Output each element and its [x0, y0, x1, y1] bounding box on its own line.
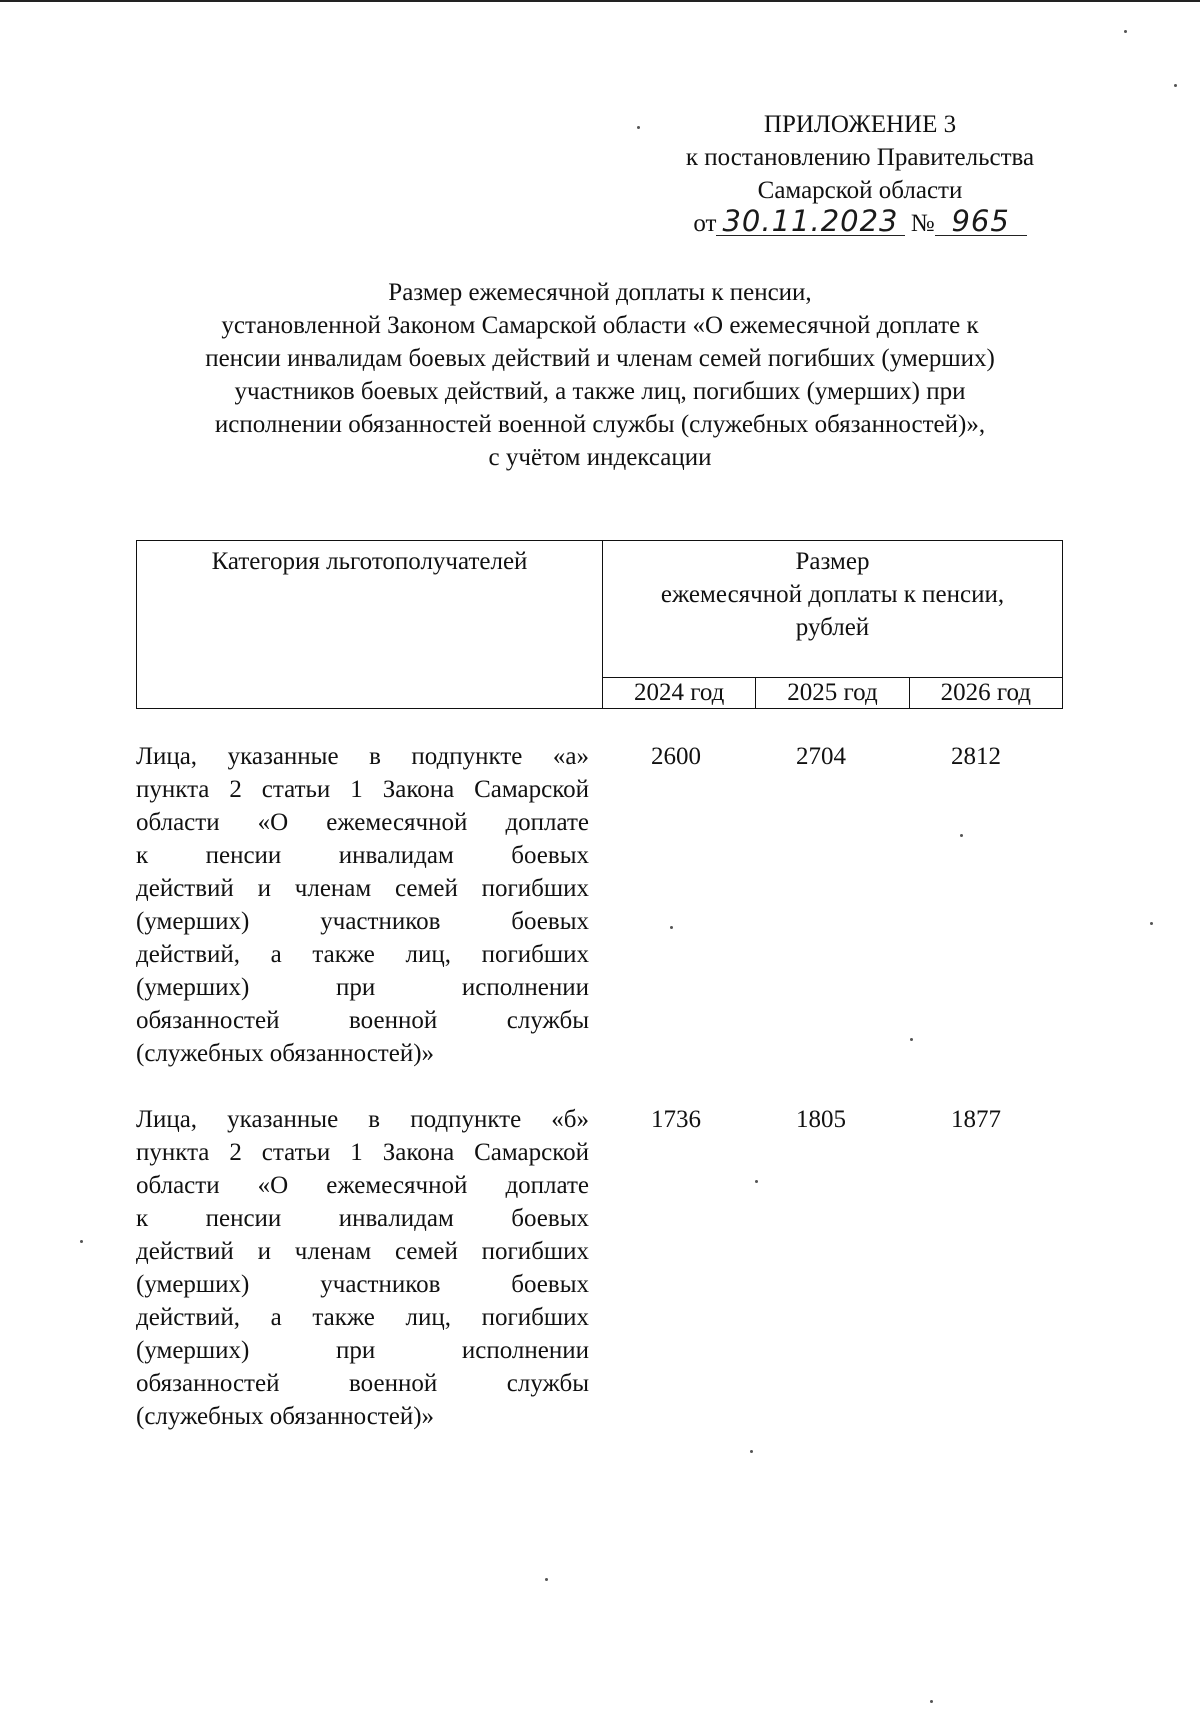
value-2025: 1805 [796, 1106, 846, 1133]
category-text [136, 1103, 589, 1433]
category-line: (умерших) участников боевых [136, 1271, 589, 1298]
category-line: пункта 2 статьи 1 Закона Самарской [136, 1139, 589, 1166]
category-line: действий и членам семей погибших [136, 875, 589, 902]
title-line: установленной Законом Самарской области «О ежемесячной доплате к [221, 312, 979, 339]
scan-speck [545, 1578, 548, 1581]
date-prefix: от [693, 210, 717, 237]
size-header [603, 541, 1063, 678]
year-2026-header: 2026 год [909, 678, 1062, 709]
scan-speck [1150, 922, 1153, 925]
annex-line-1: к постановлению Правительства [685, 144, 1035, 171]
table-header [136, 540, 1063, 709]
document-title [130, 276, 1070, 474]
value-2026: 2812 [951, 743, 1001, 770]
category-line: обязанностей военной службы [136, 1007, 589, 1034]
category-line: пункта 2 статьи 1 Закона Самарской [136, 776, 589, 803]
scan-speck [1124, 30, 1127, 33]
category-line: Лица, указанные в подпункте «а» [136, 743, 589, 770]
scan-speck [1174, 84, 1177, 87]
title-line: исполнении обязанностей военной службы (служебных обязанностей)», [214, 411, 986, 438]
category-line: области «О ежемесячной доплате [136, 809, 589, 836]
value-2024: 2600 [651, 743, 701, 770]
category-line: к пенсии инвалидам боевых [136, 842, 589, 869]
category-line: (умерших) при исполнении [136, 974, 589, 1001]
value-2024: 1736 [651, 1106, 701, 1133]
category-line: Лица, указанные в подпункте «б» [136, 1106, 589, 1133]
value-2026: 1877 [951, 1106, 1001, 1133]
year-2024-header: 2024 год [603, 678, 756, 709]
category-line: действий, а также лиц, погибших [136, 1304, 589, 1331]
title-line: пенсии инвалидам боевых действий и членам семей погибших (умерших) [205, 345, 995, 372]
title-line: с учётом индексации [488, 444, 712, 471]
annex-date-line [640, 204, 1080, 240]
annex-title: ПРИЛОЖЕНИЕ 3 [763, 111, 957, 138]
scan-speck [755, 1180, 758, 1183]
category-line: (служебных обязанностей)» [136, 1403, 435, 1430]
category-line: к пенсии инвалидам боевых [136, 1205, 589, 1232]
size-header-line: Размер [795, 548, 870, 575]
scan-speck [910, 1038, 913, 1041]
value-2025: 2704 [796, 743, 846, 770]
size-header-line: ежемесячной доплаты к пенсии, [660, 581, 1005, 608]
category-line: (служебных обязанностей)» [136, 1040, 435, 1067]
scan-speck [930, 1700, 933, 1703]
category-line: действий и членам семей погибших [136, 1238, 589, 1265]
scan-speck [670, 926, 673, 929]
title-line: Размер ежемесячной доплаты к пенсии, [388, 279, 812, 306]
scan-top-edge [0, 0, 1200, 2]
category-text [136, 740, 589, 1070]
category-line: действий, а также лиц, погибших [136, 941, 589, 968]
scan-speck [750, 1450, 753, 1453]
annex-line-2: Самарской области [757, 177, 963, 204]
title-line: участников боевых действий, а также лиц, погибших (умерших) при [234, 378, 966, 405]
category-line: обязанностей военной службы [136, 1370, 589, 1397]
scan-speck [80, 1240, 83, 1243]
category-line: области «О ежемесячной доплате [136, 1172, 589, 1199]
year-2025-header: 2025 год [756, 678, 909, 709]
scan-speck [960, 834, 963, 837]
number-prefix: № [910, 210, 935, 237]
category-line: (умерших) при исполнении [136, 1337, 589, 1364]
size-header-line: рублей [795, 614, 870, 641]
category-header: Категория льготополучателей [137, 541, 603, 709]
category-line: (умерших) участников боевых [136, 908, 589, 935]
handwritten-number: 965 [935, 207, 1027, 236]
annex-block [640, 108, 1080, 240]
scan-speck [637, 126, 640, 129]
handwritten-date: 30.11.2023 [716, 207, 904, 236]
